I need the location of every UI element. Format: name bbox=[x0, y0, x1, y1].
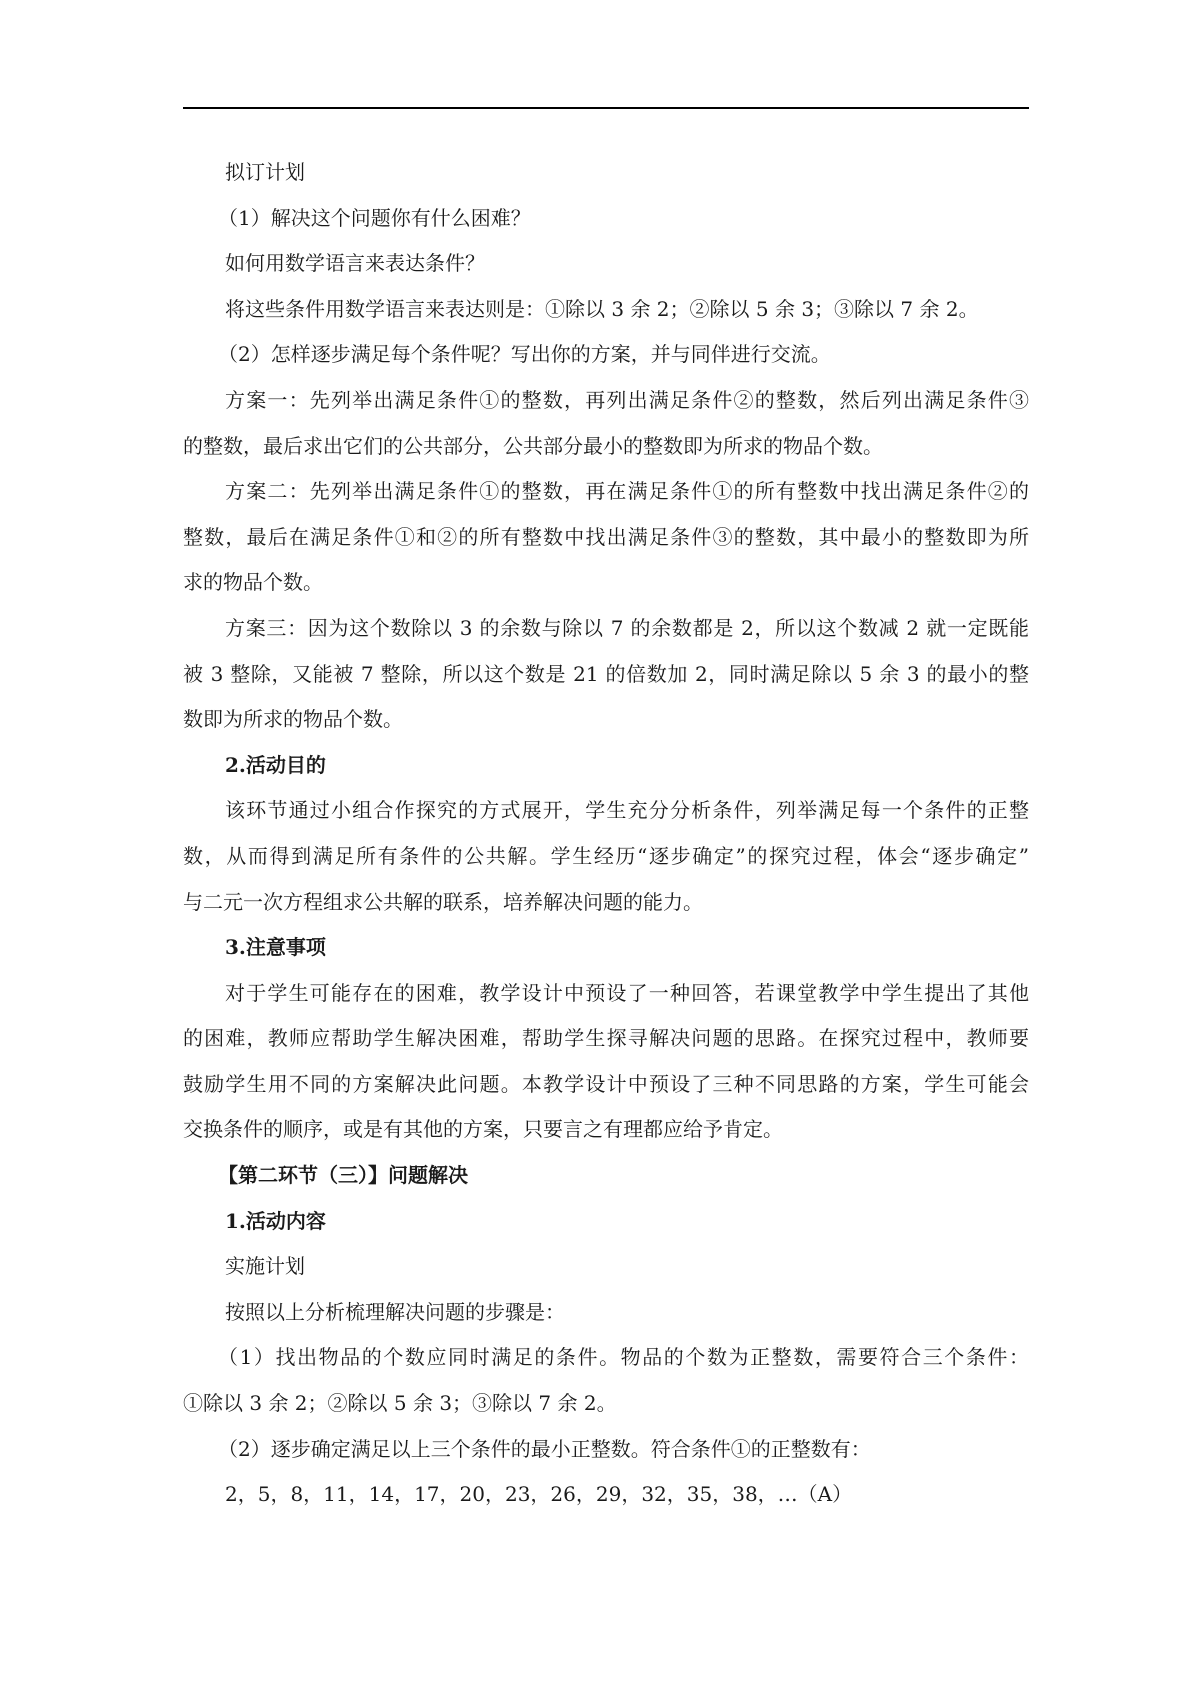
text-line: 2，5，8，11，14，17，20，23，26，29，32，35，38，…（A） bbox=[225, 1482, 853, 1507]
text-line: （2）逐步确定满足以上三个条件的最小正整数。符合条件①的正整数有： bbox=[218, 1436, 871, 1461]
text-line: 方案三：因为这个数除以 3 的余数与除以 7 的余数都是 2，所以这个数减 2 就一定既能 bbox=[225, 615, 1029, 640]
text-line: 方案一：先列举出满足条件①的整数，再列出满足条件②的整数，然后列出满足条件③ bbox=[225, 387, 1029, 412]
text-line: （1）找出物品的个数应同时满足的条件。物品的个数为正整数，需要符合三个条件： bbox=[218, 1345, 1029, 1370]
document-body bbox=[183, 150, 1029, 1518]
section-heading: 【第二环节（三）】问题解决 bbox=[218, 1163, 468, 1188]
header-rule bbox=[183, 107, 1029, 109]
text-line: 如何用数学语言来表达条件？ bbox=[225, 251, 485, 276]
text-line: 的整数，最后求出它们的公共部分，公共部分最小的整数即为所求的物品个数。 bbox=[183, 433, 883, 458]
text-line: 对于学生可能存在的困难，教学设计中预设了一种回答，若课堂教学中学生提出了其他 bbox=[225, 980, 1029, 1005]
text-line: 实施计划 bbox=[225, 1254, 305, 1279]
text-line: 的困难，教师应帮助学生解决困难，帮助学生探寻解决问题的思路。在探究过程中，教师要 bbox=[183, 1026, 1029, 1051]
text-line: 与二元一次方程组求公共解的联系，培养解决问题的能力。 bbox=[183, 889, 703, 914]
text-line: 鼓励学生用不同的方案解决此问题。本教学设计中预设了三种不同思路的方案，学生可能会 bbox=[183, 1071, 1029, 1096]
text-line: 交换条件的顺序，或是有其他的方案，只要言之有理都应给予肯定。 bbox=[183, 1117, 783, 1142]
text-line: ①除以 3 余 2；②除以 5 余 3；③除以 7 余 2。 bbox=[183, 1391, 617, 1416]
text-line: 整数，最后在满足条件①和②的所有整数中找出满足条件③的整数，其中最小的整数即为所 bbox=[183, 524, 1029, 549]
section-heading: 3.注意事项 bbox=[225, 935, 326, 960]
section-heading: 1.活动内容 bbox=[225, 1208, 326, 1233]
text-line: 方案二：先列举出满足条件①的整数，再在满足条件①的所有整数中找出满足条件②的 bbox=[225, 479, 1029, 504]
text-line: 拟订计划 bbox=[225, 160, 305, 184]
section-heading: 2.活动目的 bbox=[225, 752, 326, 777]
text-line: （2）怎样逐步满足每个条件呢？写出你的方案，并与同伴进行交流。 bbox=[218, 342, 831, 367]
text-line: 数即为所求的物品个数。 bbox=[183, 707, 403, 732]
text-line: 将这些条件用数学语言来表达则是：①除以 3 余 2；②除以 5 余 3；③除以 7 余 2。 bbox=[225, 296, 979, 321]
text-line: 求的物品个数。 bbox=[183, 570, 323, 595]
text-line: （1）解决这个问题你有什么困难？ bbox=[218, 205, 531, 230]
text-line: 数，从而得到满足所有条件的公共解。学生经历“逐步确定”的探究过程，体会“逐步确定” bbox=[183, 843, 1029, 868]
text-line: 该环节通过小组合作探究的方式展开，学生充分分析条件，列举满足每一个条件的正整 bbox=[225, 798, 1029, 823]
text-line: 被 3 整除，又能被 7 整除，所以这个数是 21 的倍数加 2，同时满足除以 5 余 3 的最小的整 bbox=[183, 661, 1029, 686]
text-line: 按照以上分析梳理解决问题的步骤是： bbox=[225, 1299, 565, 1324]
